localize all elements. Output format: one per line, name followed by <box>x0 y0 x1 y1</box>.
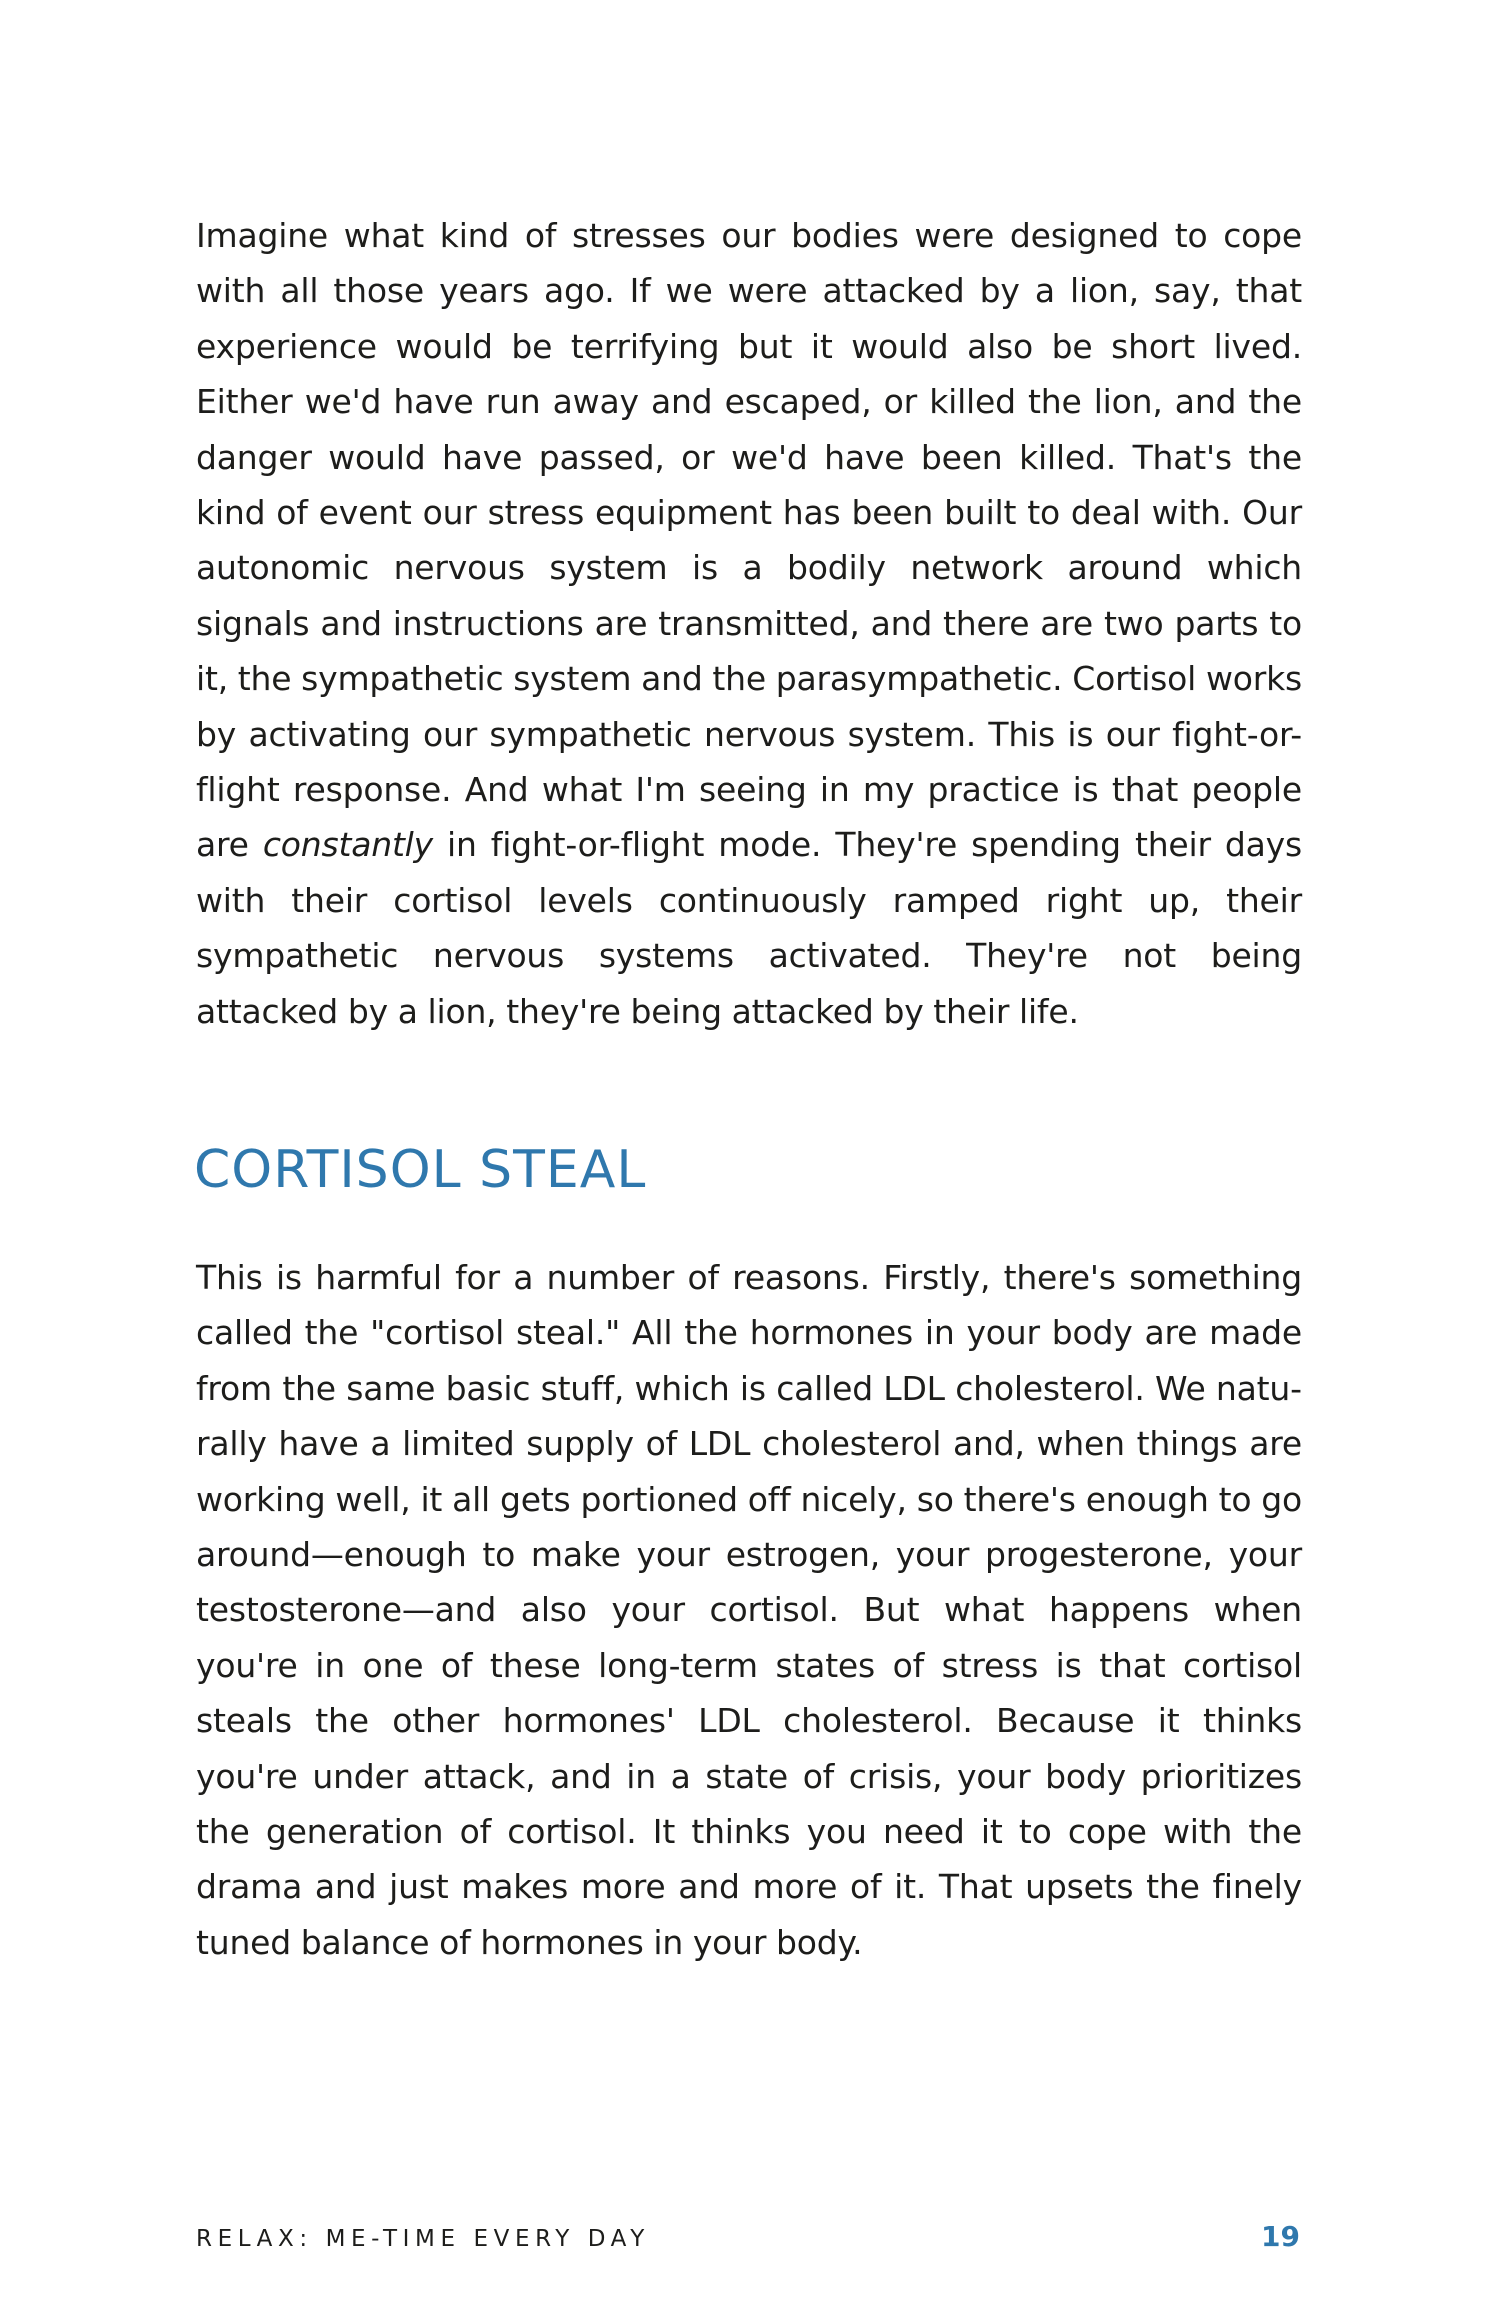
paragraph-1-text-start: Imagine what kind of stresses our bodies were designed to cope with all those years ago. If we were attacked by a lion, say, that experience would be terrifying but it would also be short lived. Either we'd have run away and escaped, or killed the lion, and the danger would have passed, or we'd have been killed. That's the kind of event our stress equipment has been built to deal with. Our autonomic nervous system is a bodily network around which signals and instructions are transmitted, and there are two parts to it, the sympathetic system and the parasympathetic. Cortisol works by activating our sympathetic nervous system. This is our fight-or-flight response. And what I'm seeing in my practice is that people are <box>196 216 1302 865</box>
section-heading: CORTISOL STEAL <box>194 1140 647 1200</box>
page-number: 19 <box>1261 2220 1300 2253</box>
paragraph-1-text-end: in fight-or-flight mode. They're spending their days with their cortisol levels continuously ramped right up, their sympathetic nervous systems activated. They're not being attacked by a lion, they're being attacked by their life. <box>196 825 1302 1031</box>
running-footer-title: RELAX: ME-TIME EVERY DAY <box>196 2226 650 2252</box>
body-paragraph-2: This is harmful for a number of reasons. Firstly, there's something called the "cortisol steal." All the hormones in your body are made from the same basic stuff, which is called LDL cholesterol. We naturally have a limited supply of LDL cholesterol and, when things are working well, it all gets portioned off nicely, so there's enough to go around—enough to make your estrogen, your progesterone, your testosterone—and also your cortisol. But what happens when you're in one of these long-term states of stress is that cortisol steals the other hormones' LDL cholesterol. Because it thinks you're under attack, and in a state of crisis, your body prioritizes the generation of cortisol. It thinks you need it to cope with the drama and just makes more and more of it. That upsets the finely tuned balance of hormones in your body. <box>196 1258 1302 1962</box>
paragraph-1-emphasis: constantly <box>262 825 433 865</box>
body-paragraph-1 <box>196 208 1302 1039</box>
